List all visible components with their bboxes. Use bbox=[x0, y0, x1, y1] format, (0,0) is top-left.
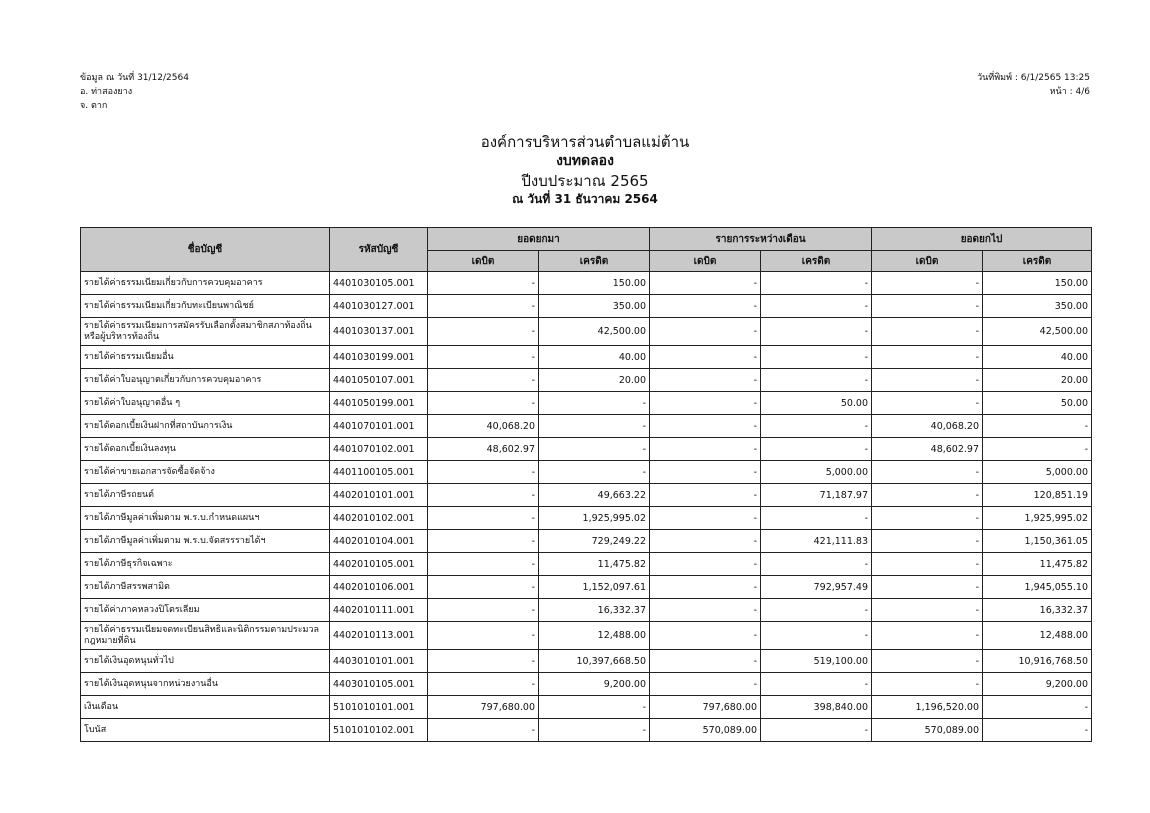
bf-debit: - bbox=[428, 673, 539, 696]
bf-credit: 350.00 bbox=[539, 295, 650, 318]
account-code: 4402010101.001 bbox=[330, 484, 428, 507]
cf-credit: - bbox=[983, 696, 1092, 719]
bf-credit: - bbox=[539, 392, 650, 415]
account-name: รายได้ค่าใบอนุญาตอื่น ๆ bbox=[81, 392, 330, 415]
account-name: รายได้ภาษีรถยนต์ bbox=[81, 484, 330, 507]
bf-debit: - bbox=[428, 599, 539, 622]
bf-debit: - bbox=[428, 318, 539, 346]
bf-debit: - bbox=[428, 484, 539, 507]
cf-debit: - bbox=[872, 553, 983, 576]
bf-debit: - bbox=[428, 530, 539, 553]
month-debit: - bbox=[650, 272, 761, 295]
table-row bbox=[81, 318, 1092, 346]
month-credit: - bbox=[761, 346, 872, 369]
account-code: 4403010101.001 bbox=[330, 650, 428, 673]
account-code: 4402010105.001 bbox=[330, 553, 428, 576]
month-debit: - bbox=[650, 392, 761, 415]
month-credit: - bbox=[761, 673, 872, 696]
table-row bbox=[81, 392, 1092, 415]
bf-credit: 40.00 bbox=[539, 346, 650, 369]
report-meta-right bbox=[977, 71, 1090, 99]
table-row bbox=[81, 719, 1092, 742]
col-month-debit: เดบิต bbox=[650, 251, 761, 272]
account-name: รายได้ค่าธรรมเนียมจดทะเบียนสิทธิและนิติกรรมตามประมวลกฎหมายที่ดิน bbox=[81, 622, 330, 650]
month-credit: - bbox=[761, 272, 872, 295]
month-credit: 71,187.97 bbox=[761, 484, 872, 507]
account-name: รายได้ค่าธรรมเนียมอื่น bbox=[81, 346, 330, 369]
cf-debit: - bbox=[872, 295, 983, 318]
col-cf-credit: เครดิต bbox=[983, 251, 1092, 272]
col-bf-debit: เดบิต bbox=[428, 251, 539, 272]
account-code: 4402010111.001 bbox=[330, 599, 428, 622]
bf-credit: - bbox=[539, 438, 650, 461]
bf-credit: 20.00 bbox=[539, 369, 650, 392]
bf-credit: 16,332.37 bbox=[539, 599, 650, 622]
cf-credit: 11,475.82 bbox=[983, 553, 1092, 576]
bf-debit: - bbox=[428, 719, 539, 742]
bf-debit: - bbox=[428, 576, 539, 599]
cf-credit: 1,945,055.10 bbox=[983, 576, 1092, 599]
month-debit: - bbox=[650, 346, 761, 369]
month-debit: - bbox=[650, 461, 761, 484]
cf-credit: 1,925,995.02 bbox=[983, 507, 1092, 530]
table-row bbox=[81, 438, 1092, 461]
bf-credit: 42,500.00 bbox=[539, 318, 650, 346]
account-name: รายได้ภาษีมูลค่าเพิ่มตาม พ.ร.บ.กำหนดแผนฯ bbox=[81, 507, 330, 530]
month-debit: - bbox=[650, 673, 761, 696]
account-name: รายได้ดอกเบี้ยเงินลงทุน bbox=[81, 438, 330, 461]
table-row bbox=[81, 484, 1092, 507]
bf-debit: - bbox=[428, 369, 539, 392]
bf-credit: 150.00 bbox=[539, 272, 650, 295]
account-code: 4401030199.001 bbox=[330, 346, 428, 369]
account-name: รายได้เงินอุดหนุนจากหน่วยงานอื่น bbox=[81, 673, 330, 696]
month-debit: - bbox=[650, 622, 761, 650]
month-credit: - bbox=[761, 295, 872, 318]
bf-credit: 9,200.00 bbox=[539, 673, 650, 696]
cf-credit: - bbox=[983, 719, 1092, 742]
cf-debit: - bbox=[872, 599, 983, 622]
month-credit: - bbox=[761, 415, 872, 438]
account-name: รายได้ค่าธรรมเนียมเกี่ยวกับทะเบียนพาณิชย์ bbox=[81, 295, 330, 318]
month-debit: - bbox=[650, 369, 761, 392]
cf-credit: 50.00 bbox=[983, 392, 1092, 415]
table-row bbox=[81, 673, 1092, 696]
cf-credit: 9,200.00 bbox=[983, 673, 1092, 696]
month-debit: - bbox=[650, 438, 761, 461]
bf-debit: - bbox=[428, 346, 539, 369]
table-row bbox=[81, 530, 1092, 553]
cf-debit: - bbox=[872, 622, 983, 650]
cf-credit: 350.00 bbox=[983, 295, 1092, 318]
cf-credit: 40.00 bbox=[983, 346, 1092, 369]
bf-debit: - bbox=[428, 507, 539, 530]
month-debit: 797,680.00 bbox=[650, 696, 761, 719]
bf-credit: - bbox=[539, 719, 650, 742]
report-titles bbox=[0, 132, 1150, 208]
col-account-code: รหัสบัญชี bbox=[330, 228, 428, 272]
bf-debit: - bbox=[428, 272, 539, 295]
header-row-1 bbox=[81, 228, 1092, 251]
month-credit: 398,840.00 bbox=[761, 696, 872, 719]
account-code: 4402010104.001 bbox=[330, 530, 428, 553]
cf-debit: 570,089.00 bbox=[872, 719, 983, 742]
month-debit: - bbox=[650, 530, 761, 553]
cf-debit: - bbox=[872, 484, 983, 507]
bf-credit: - bbox=[539, 415, 650, 438]
district: อ. ท่าสองยาง bbox=[80, 87, 133, 97]
table-row bbox=[81, 599, 1092, 622]
cf-debit: 48,602.97 bbox=[872, 438, 983, 461]
col-month-credit: เครดิต bbox=[761, 251, 872, 272]
month-debit: 570,089.00 bbox=[650, 719, 761, 742]
table-row bbox=[81, 696, 1092, 719]
table-row bbox=[81, 507, 1092, 530]
report-meta-left bbox=[80, 71, 189, 113]
account-code: 4401050107.001 bbox=[330, 369, 428, 392]
account-code: 4401070101.001 bbox=[330, 415, 428, 438]
cf-credit: 150.00 bbox=[983, 272, 1092, 295]
org-title: องค์การบริหารส่วนตำบลแม่ต้าน bbox=[480, 133, 690, 151]
table-row bbox=[81, 622, 1092, 650]
month-credit: - bbox=[761, 553, 872, 576]
cf-credit: 16,332.37 bbox=[983, 599, 1092, 622]
bf-credit: 729,249.22 bbox=[539, 530, 650, 553]
month-debit: - bbox=[650, 553, 761, 576]
bf-credit: 49,663.22 bbox=[539, 484, 650, 507]
month-credit: - bbox=[761, 318, 872, 346]
month-credit: - bbox=[761, 719, 872, 742]
cf-debit: 40,068.20 bbox=[872, 415, 983, 438]
month-debit: - bbox=[650, 507, 761, 530]
col-bf-credit: เครดิต bbox=[539, 251, 650, 272]
account-name: รายได้ค่าขายเอกสารจัดซื้อจัดจ้าง bbox=[81, 461, 330, 484]
bf-credit: 10,397,668.50 bbox=[539, 650, 650, 673]
table-row bbox=[81, 650, 1092, 673]
print-date: วันที่พิมพ์ : 6/1/2565 13:25 bbox=[977, 73, 1090, 83]
month-credit: - bbox=[761, 369, 872, 392]
account-code: 5101010102.001 bbox=[330, 719, 428, 742]
month-credit: - bbox=[761, 599, 872, 622]
account-name: รายได้ค่าธรรมเนียมเกี่ยวกับการควบคุมอาคาร bbox=[81, 272, 330, 295]
bf-credit: 11,475.82 bbox=[539, 553, 650, 576]
table-row bbox=[81, 346, 1092, 369]
table-row bbox=[81, 576, 1092, 599]
cf-debit: 1,196,520.00 bbox=[872, 696, 983, 719]
report-title: งบทดลอง bbox=[556, 153, 614, 169]
table-row bbox=[81, 415, 1092, 438]
trial-balance-table bbox=[80, 227, 1092, 742]
month-debit: - bbox=[650, 599, 761, 622]
page-number: หน้า : 4/6 bbox=[1049, 87, 1090, 97]
cf-debit: - bbox=[872, 673, 983, 696]
col-during-month: รายการระหว่างเดือน bbox=[650, 228, 872, 251]
account-name: รายได้เงินอุดหนุนทั่วไป bbox=[81, 650, 330, 673]
month-credit: - bbox=[761, 507, 872, 530]
account-code: 4402010106.001 bbox=[330, 576, 428, 599]
month-credit: - bbox=[761, 622, 872, 650]
cf-debit: - bbox=[872, 318, 983, 346]
cf-credit: 42,500.00 bbox=[983, 318, 1092, 346]
account-name: รายได้ภาษีสรรพสามิต bbox=[81, 576, 330, 599]
account-name: เงินเดือน bbox=[81, 696, 330, 719]
month-debit: - bbox=[650, 484, 761, 507]
bf-debit: 797,680.00 bbox=[428, 696, 539, 719]
bf-credit: 1,925,995.02 bbox=[539, 507, 650, 530]
bf-credit: - bbox=[539, 696, 650, 719]
month-credit: 421,111.83 bbox=[761, 530, 872, 553]
bf-debit: 48,602.97 bbox=[428, 438, 539, 461]
col-carried-forward: ยอดยกไป bbox=[872, 228, 1092, 251]
cf-credit: 20.00 bbox=[983, 369, 1092, 392]
bf-debit: 40,068.20 bbox=[428, 415, 539, 438]
month-credit: 50.00 bbox=[761, 392, 872, 415]
month-credit: 5,000.00 bbox=[761, 461, 872, 484]
bf-debit: - bbox=[428, 392, 539, 415]
account-code: 4401070102.001 bbox=[330, 438, 428, 461]
account-code: 4401050199.001 bbox=[330, 392, 428, 415]
table-row bbox=[81, 461, 1092, 484]
account-name: รายได้ค่าใบอนุญาตเกี่ยวกับการควบคุมอาคาร bbox=[81, 369, 330, 392]
account-name: รายได้ดอกเบี้ยเงินฝากที่สถาบันการเงิน bbox=[81, 415, 330, 438]
month-credit: 792,957.49 bbox=[761, 576, 872, 599]
col-cf-debit: เดบิต bbox=[872, 251, 983, 272]
table-row bbox=[81, 553, 1092, 576]
cf-debit: - bbox=[872, 530, 983, 553]
province: จ. ตาก bbox=[80, 101, 108, 111]
cf-debit: - bbox=[872, 461, 983, 484]
bf-credit: - bbox=[539, 461, 650, 484]
cf-debit: - bbox=[872, 576, 983, 599]
cf-credit: 10,916,768.50 bbox=[983, 650, 1092, 673]
table-row bbox=[81, 295, 1092, 318]
month-debit: - bbox=[650, 318, 761, 346]
cf-debit: - bbox=[872, 272, 983, 295]
bf-credit: 12,488.00 bbox=[539, 622, 650, 650]
cf-debit: - bbox=[872, 650, 983, 673]
account-name: รายได้ค่าธรรมเนียมการสมัครรับเลือกตั้งสมาชิกสภาท้องถิ่นหรือผู้บริหารท้องถิ่น bbox=[81, 318, 330, 346]
account-name: รายได้ภาษีมูลค่าเพิ่มตาม พ.ร.บ.จัดสรรรายได้ฯ bbox=[81, 530, 330, 553]
table-row bbox=[81, 369, 1092, 392]
data-date: ข้อมูล ณ วันที่ 31/12/2564 bbox=[80, 73, 189, 83]
cf-debit: - bbox=[872, 369, 983, 392]
bf-debit: - bbox=[428, 553, 539, 576]
account-code: 4402010113.001 bbox=[330, 622, 428, 650]
bf-debit: - bbox=[428, 295, 539, 318]
fiscal-year: ปีงบประมาณ 2565 bbox=[521, 172, 649, 190]
cf-credit: 12,488.00 bbox=[983, 622, 1092, 650]
account-code: 5101010101.001 bbox=[330, 696, 428, 719]
account-code: 4401100105.001 bbox=[330, 461, 428, 484]
bf-credit: 1,152,097.61 bbox=[539, 576, 650, 599]
cf-debit: - bbox=[872, 507, 983, 530]
account-code: 4403010105.001 bbox=[330, 673, 428, 696]
col-brought-forward: ยอดยกมา bbox=[428, 228, 650, 251]
account-code: 4401030105.001 bbox=[330, 272, 428, 295]
account-name: รายได้ค่าภาคหลวงปิโตรเลียม bbox=[81, 599, 330, 622]
account-code: 4402010102.001 bbox=[330, 507, 428, 530]
month-debit: - bbox=[650, 415, 761, 438]
month-credit: 519,100.00 bbox=[761, 650, 872, 673]
cf-credit: - bbox=[983, 415, 1092, 438]
cf-credit: - bbox=[983, 438, 1092, 461]
account-code: 4401030127.001 bbox=[330, 295, 428, 318]
account-name: โบนัส bbox=[81, 719, 330, 742]
account-name: รายได้ภาษีธุรกิจเฉพาะ bbox=[81, 553, 330, 576]
month-credit: - bbox=[761, 438, 872, 461]
bf-debit: - bbox=[428, 461, 539, 484]
cf-credit: 120,851.19 bbox=[983, 484, 1092, 507]
cf-credit: 1,150,361.05 bbox=[983, 530, 1092, 553]
month-debit: - bbox=[650, 650, 761, 673]
as-of-date: ณ วันที่ 31 ธันวาคม 2564 bbox=[512, 192, 658, 206]
account-code: 4401030137.001 bbox=[330, 318, 428, 346]
cf-debit: - bbox=[872, 346, 983, 369]
cf-debit: - bbox=[872, 392, 983, 415]
bf-debit: - bbox=[428, 650, 539, 673]
cf-credit: 5,000.00 bbox=[983, 461, 1092, 484]
col-account-name: ชื่อบัญชี bbox=[81, 228, 330, 272]
bf-debit: - bbox=[428, 622, 539, 650]
table-row bbox=[81, 272, 1092, 295]
month-debit: - bbox=[650, 576, 761, 599]
month-debit: - bbox=[650, 295, 761, 318]
